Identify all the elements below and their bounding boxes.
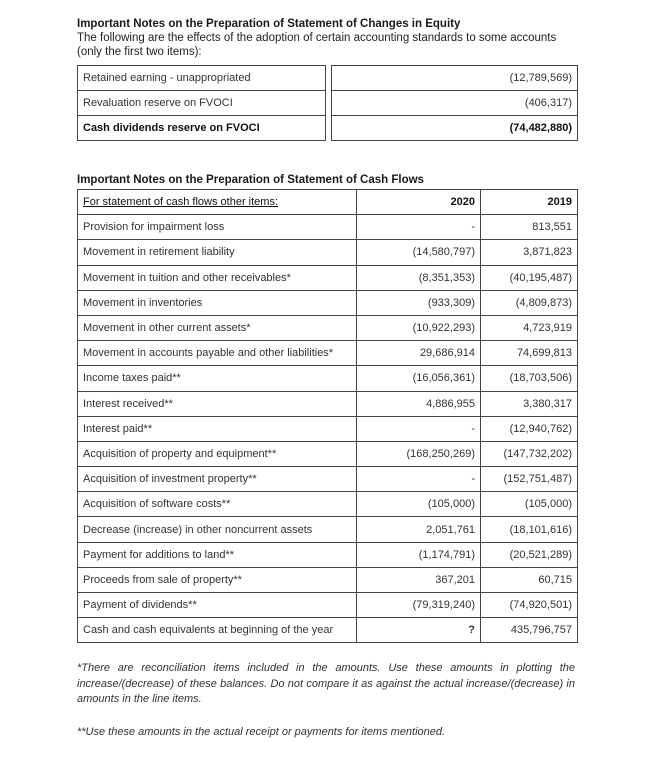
value-2019: (105,000) (481, 492, 578, 517)
value-2019: 3,871,823 (481, 240, 578, 265)
row-label: Acquisition of software costs** (78, 492, 357, 517)
row-label: Interest paid** (78, 416, 357, 441)
value-2020: 4,886,955 (357, 391, 481, 416)
table-row (78, 618, 578, 643)
cashflow-header-2020: 2020 (357, 190, 481, 215)
value-2020: ? (357, 618, 481, 643)
value-2020: (933,309) (357, 290, 481, 315)
value-2020: (14,580,797) (357, 240, 481, 265)
cashflow-title: Important Notes on the Preparation of Statement of Cash Flows (77, 174, 424, 186)
value-2019: (4,809,873) (481, 290, 578, 315)
row-label: Movement in retirement liability (78, 240, 357, 265)
table-row (78, 91, 578, 116)
value-2020: 2,051,761 (357, 517, 481, 542)
row-label: Income taxes paid** (78, 366, 357, 391)
cashflow-header-label: For statement of cash flows other items: (78, 190, 357, 215)
equity-notes-section (77, 17, 556, 59)
value-2019: 60,715 (481, 567, 578, 592)
value-2019: (147,732,202) (481, 441, 578, 466)
cashflow-table (77, 189, 578, 643)
table-row (78, 265, 578, 290)
row-label: Interest received** (78, 391, 357, 416)
row-label: Movement in tuition and other receivables* (78, 265, 357, 290)
value-2020: (8,351,353) (357, 265, 481, 290)
row-label: Decrease (increase) in other noncurrent assets (78, 517, 357, 542)
value-2020: (79,319,240) (357, 593, 481, 618)
value-2020: - (357, 416, 481, 441)
value-2020: (168,250,269) (357, 441, 481, 466)
table-row (78, 517, 578, 542)
row-label: Payment of dividends** (78, 593, 357, 618)
value-2019: 3,380,317 (481, 391, 578, 416)
table-row (78, 441, 578, 466)
value-2020: (105,000) (357, 492, 481, 517)
table-row (78, 492, 578, 517)
value-2020: (1,174,791) (357, 542, 481, 567)
row-label: Provision for impairment loss (78, 215, 357, 240)
value-2019: (12,940,762) (481, 416, 578, 441)
equity-intro-line2: (only the first two items): (77, 46, 202, 58)
table-row (78, 593, 578, 618)
footnote-single-star: *There are reconciliation items included in the amounts. Use these amounts in plotting the increase/(decrease) of these balances. Do not compare it as against the actual increase/(decrease) in amounts in the line items. (77, 662, 575, 705)
equity-row-label: Cash dividends reserve on FVOCI (78, 116, 326, 141)
row-label: Movement in inventories (78, 290, 357, 315)
value-2020: (16,056,361) (357, 366, 481, 391)
value-2019: 4,723,919 (481, 315, 578, 340)
equity-row-label: Revaluation reserve on FVOCI (78, 91, 326, 116)
table-row (78, 416, 578, 441)
row-label: Proceeds from sale of property** (78, 567, 357, 592)
row-label: Acquisition of investment property** (78, 467, 357, 492)
value-2020: 29,686,914 (357, 341, 481, 366)
equity-row-label: Retained earning - unappropriated (78, 66, 326, 91)
value-2020: - (357, 215, 481, 240)
table-row (78, 290, 578, 315)
cashflow-notes-section (77, 173, 424, 187)
row-label: Movement in other current assets* (78, 315, 357, 340)
table-row (78, 116, 578, 141)
cashflow-header-2019: 2019 (481, 190, 578, 215)
value-2020: (10,922,293) (357, 315, 481, 340)
row-label: Acquisition of property and equipment** (78, 441, 357, 466)
value-2019: 74,699,813 (481, 341, 578, 366)
value-2019: 435,796,757 (481, 618, 578, 643)
value-2019: (74,920,501) (481, 593, 578, 618)
table-row (78, 366, 578, 391)
value-2019: (152,751,487) (481, 467, 578, 492)
table-row (78, 315, 578, 340)
table-row (78, 215, 578, 240)
value-2019: (20,521,289) (481, 542, 578, 567)
value-2019: (18,101,616) (481, 517, 578, 542)
row-label: Movement in accounts payable and other liabilities* (78, 341, 357, 366)
table-row (78, 341, 578, 366)
row-label: Cash and cash equivalents at beginning of the year (78, 618, 357, 643)
value-2019: (18,703,506) (481, 366, 578, 391)
table-header-row (78, 190, 578, 215)
value-2019: (40,195,487) (481, 265, 578, 290)
table-row (78, 467, 578, 492)
table-row (78, 240, 578, 265)
table-row (78, 567, 578, 592)
table-row (78, 391, 578, 416)
table-row (78, 66, 578, 91)
value-2019: 813,551 (481, 215, 578, 240)
row-label: Payment for additions to land** (78, 542, 357, 567)
equity-row-value: (12,789,569) (332, 66, 578, 91)
equity-title: Important Notes on the Preparation of Statement of Changes in Equity (77, 18, 461, 30)
equity-row-value: (74,482,880) (332, 116, 578, 141)
equity-table (77, 65, 578, 141)
equity-intro-line1: The following are the effects of the adoption of certain accounting standards to some accounts (77, 32, 557, 44)
footnote-double-star: **Use these amounts in the actual receipt or payments for items mentioned. (77, 726, 446, 738)
value-2020: 367,201 (357, 567, 481, 592)
table-row (78, 542, 578, 567)
value-2020: - (357, 467, 481, 492)
equity-row-value: (406,317) (332, 91, 578, 116)
